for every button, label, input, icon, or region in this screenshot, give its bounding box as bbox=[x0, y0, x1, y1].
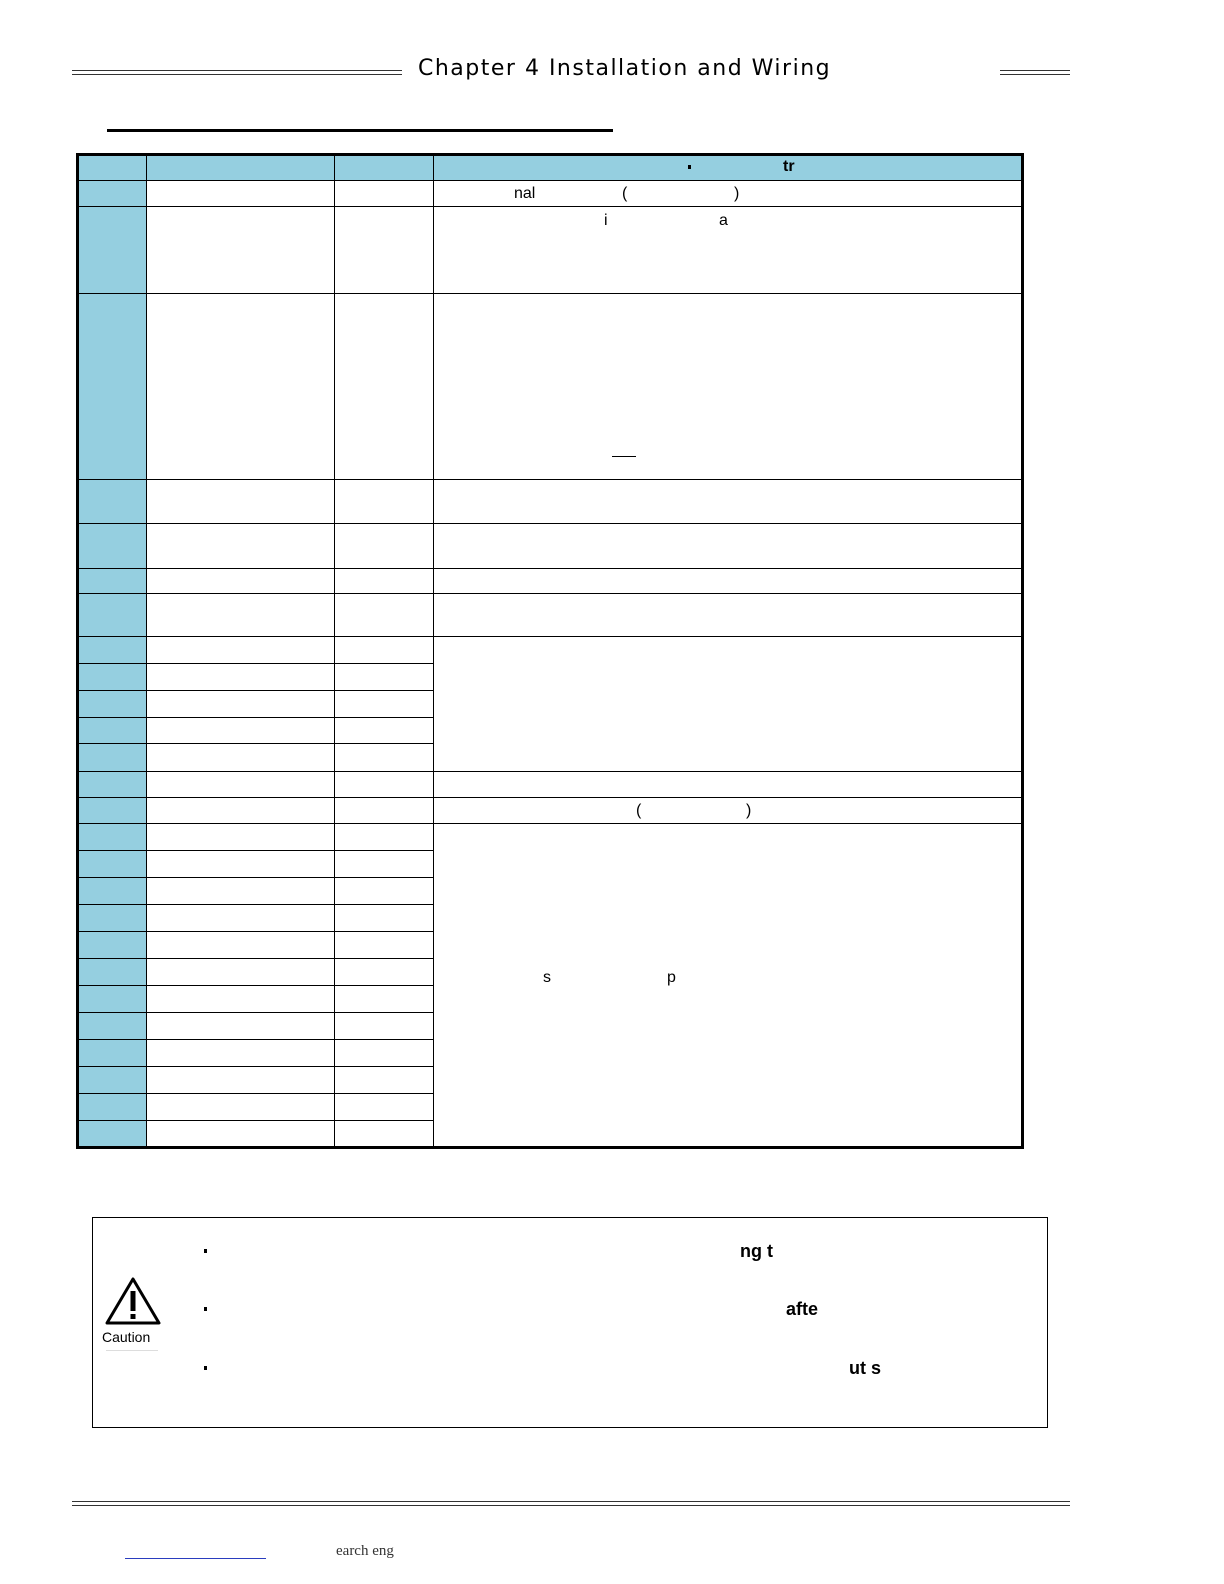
chapter-title: Chapter 4 Installation and Wiring bbox=[418, 56, 832, 81]
header-bullet bbox=[688, 165, 691, 169]
table-row bbox=[78, 772, 1023, 798]
cell-fragment: nal bbox=[514, 185, 536, 202]
footer-text: earch eng bbox=[336, 1543, 394, 1559]
caution-label: Caution bbox=[102, 1329, 151, 1345]
table-row bbox=[78, 480, 1023, 524]
caution-item-3: ut s bbox=[849, 1358, 882, 1378]
cell-fragment: s bbox=[543, 969, 551, 986]
table-row bbox=[78, 207, 1023, 294]
header-cell-description bbox=[434, 155, 1023, 181]
header-cell-type bbox=[335, 155, 434, 181]
table-row bbox=[78, 524, 1023, 569]
caution-item-2: afte bbox=[786, 1299, 819, 1319]
caution-label-underline bbox=[106, 1350, 158, 1351]
table-row bbox=[78, 569, 1023, 594]
table-row bbox=[78, 594, 1023, 637]
cell-fragment: ) bbox=[746, 802, 752, 819]
header-cell-name bbox=[147, 155, 335, 181]
header-rule-right bbox=[1000, 70, 1070, 75]
warning-triangle-icon bbox=[104, 1276, 162, 1326]
caution-bullet bbox=[204, 1366, 207, 1370]
footer-rule bbox=[72, 1501, 1070, 1506]
cell-fragment: ( bbox=[622, 185, 628, 202]
section-title-underline bbox=[107, 129, 613, 132]
table-row bbox=[78, 798, 1023, 824]
header-fragment-tr: tr bbox=[783, 158, 795, 175]
cell-fragment: p bbox=[667, 969, 676, 986]
table-header-row bbox=[78, 155, 1023, 181]
overline-mark bbox=[612, 456, 636, 457]
table-row bbox=[78, 294, 1023, 480]
header-rule-left bbox=[72, 70, 402, 75]
table-row bbox=[78, 824, 1023, 851]
caution-item-1: ng t bbox=[740, 1241, 773, 1261]
caution-box bbox=[92, 1217, 1048, 1428]
table-row bbox=[78, 181, 1023, 207]
header-cell-no bbox=[78, 155, 147, 181]
pin-table bbox=[76, 153, 1024, 1149]
caution-bullet bbox=[204, 1307, 207, 1311]
cell-fragment: a bbox=[719, 212, 728, 229]
table-row bbox=[78, 637, 1023, 664]
cell-fragment: i bbox=[604, 212, 608, 229]
cell-fragment: ( bbox=[636, 802, 642, 819]
footer-link[interactable] bbox=[125, 1558, 266, 1559]
caution-bullet bbox=[204, 1249, 207, 1253]
cell-fragment: ) bbox=[734, 185, 740, 202]
